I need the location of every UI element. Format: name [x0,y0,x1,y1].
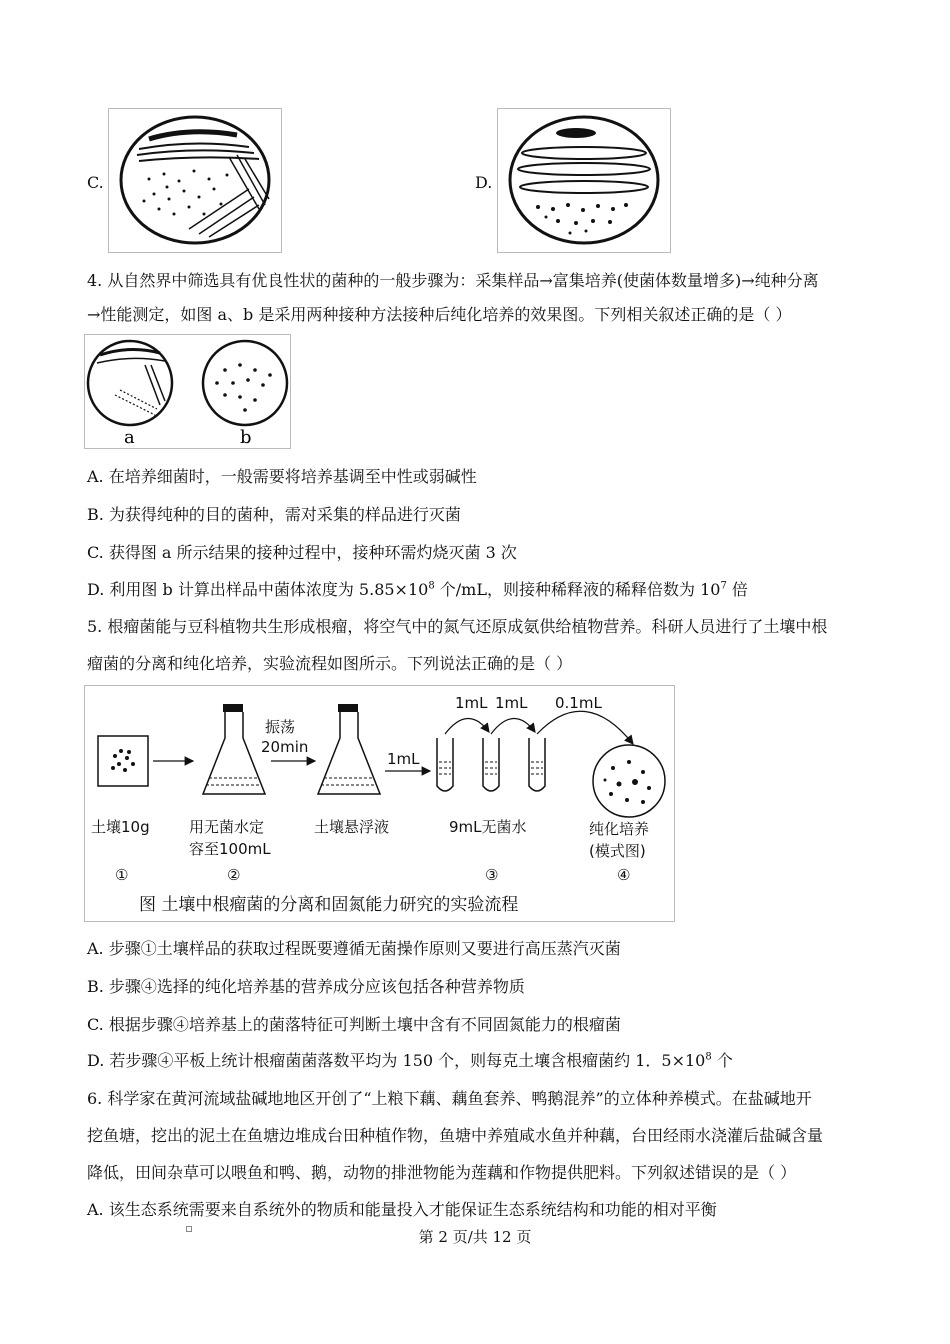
q4-option-c: C. 获得图 a 所示结果的接种过程中，接种环需灼烧灭菌 3 次 [87,543,517,562]
tube-transfer-3: 0.1mL [555,694,602,712]
page-number: 第 2 页/共 12 页 [418,1228,532,1246]
figure-caption: 图 土壤中根瘤菌的分离和固氮能力研究的实验流程 [139,895,519,915]
q4-stem-line1: 4. 从自然界中筛选具有优良性状的菌种的一般步骤为：采集样品→富集培养(使菌体数量增多)→纯种分离 [87,271,819,290]
q5-option-b: B. 步骤④选择的纯化培养基的营养成分应该包括各种营养物质 [87,977,525,996]
q4-option-d-suffix: 倍 [726,580,748,599]
tube-transfer-1: 1mL [455,694,488,712]
q4-option-d-exp1: 8 [428,580,435,592]
flask1-label-line1: 用无菌水定 [189,818,265,836]
q4-option-a: A. 在培养细菌时，一般需要将培养基调至中性或弱碱性 [87,467,477,486]
q4-option-d-exp2: 7 [720,580,727,592]
q5-experiment-flow-figure [84,685,675,922]
flask2-label: 土壤悬浮液 [314,818,390,836]
step1-marker: ① [115,866,129,884]
q5-option-d-prefix: D. 若步骤④平板上统计根瘤菌菌落数平均为 150 个，则每克土壤含根瘤菌约 1．5×10 [87,1051,706,1070]
q5-option-c: C. 根据步骤④培养基上的菌落特征可判断土壤中含有不同固氮能力的根瘤菌 [87,1015,621,1034]
fig-a-label: a [124,427,135,448]
shake-label: 振荡 [265,718,296,736]
shake-time: 20min [261,738,309,756]
tube-transfer-2: 1mL [495,694,528,712]
q5-stem-line2: 瘤菌的分离和纯化培养，实验流程如图所示。下列说法正确的是（ ） [87,654,573,673]
q4-option-d-prefix: D. 利用图 b 计算出样品中菌体浓度为 5.85×10 [87,580,429,599]
streak-plate-c-image [109,109,281,252]
q4-option-d [87,577,748,600]
q5-option-d-exp: 8 [705,1051,712,1063]
option-c-label: C. [87,173,104,192]
q4-option-b: B. 为获得纯种的目的菌种，需对采集的样品进行灭菌 [87,505,461,524]
q4-plates-image [85,335,290,448]
q4-figure [84,334,291,449]
streak-plate-d-image [498,109,670,252]
soil-label: 土壤10g [91,818,150,836]
fig-b-label: b [240,427,252,448]
flask1-label-line2: 容至100mL [189,840,271,858]
q6-stem-line3: 降低，田间杂草可以喂鱼和鸭、鹅，动物的排泄物能为莲藕和作物提供肥料。下列叙述错误的是（ ） [87,1163,797,1182]
plate-label-line1: 纯化培养 [589,820,650,838]
q6-option-a: A. 该生态系统需要来自系统外的物质和能量投入才能保证生态系统结构和功能的相对平衡 [87,1200,717,1219]
plate-label-line2: (模式图) [589,842,646,860]
q5-option-d-suffix: 个 [711,1051,733,1070]
option-d-label: D. [475,173,493,192]
petri-dish-figure-d [497,108,671,253]
q6-stem-line1: 6. 科学家在黄河流域盐碱地地区开创了“上粮下藕、藕鱼套养、鸭鹅混养”的立体种养模式。在盐碱地开 [87,1089,812,1108]
step3-marker: ③ [485,866,499,884]
step2-marker: ② [227,866,241,884]
petri-dish-figure-c [108,108,282,253]
q5-option-d [87,1048,733,1071]
q4-stem-line2: →性能测定，如图 a、b 是采用两种接种方法接种后纯化培养的效果图。下列相关叙述正确的是（ ） [87,305,792,324]
tubes-label: 9mL无菌水 [449,818,527,836]
q4-option-d-mid: 个/mL，则接种稀释液的稀释倍数为 10 [434,580,721,599]
q5-stem-line1: 5. 根瘤菌能与豆科植物共生形成根瘤，将空气中的氮气还原成氨供给植物营养。科研人员进行了土壤中根 [87,617,828,636]
q5-flow-diagram [85,686,674,921]
step4-marker: ④ [617,866,631,884]
transfer-1ml: 1mL [387,750,420,768]
q5-option-a: A. 步骤①土壤样品的获取过程既要遵循无菌操作原则又要进行高压蒸汽灭菌 [87,939,621,958]
q6-stem-line2: 挖鱼塘，挖出的泥土在鱼塘边堆成台田种植作物，鱼塘中养殖咸水鱼并种藕，台田经雨水浇灌后盐碱含量 [87,1126,824,1145]
